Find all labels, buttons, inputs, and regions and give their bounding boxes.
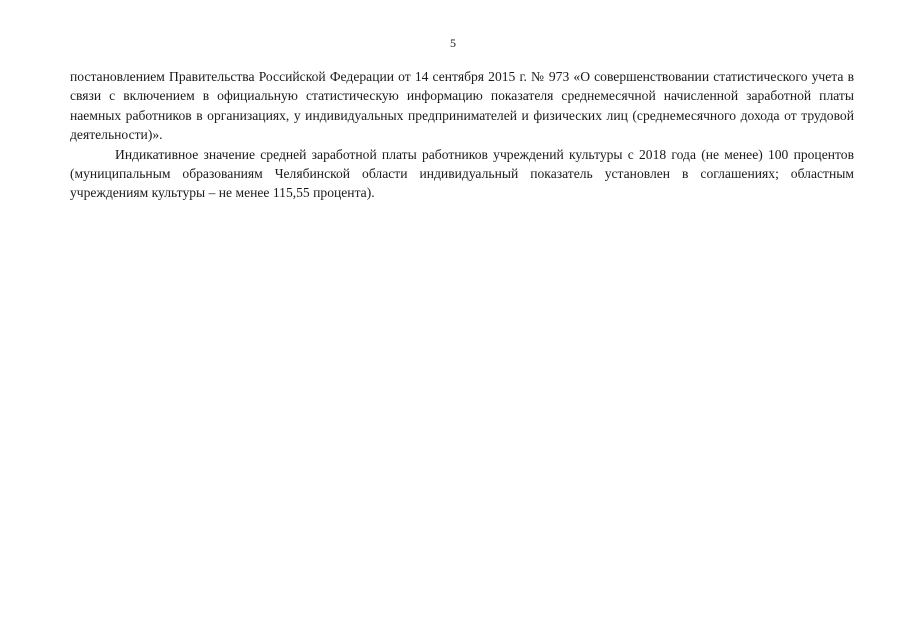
paragraph-continuation: постановлением Правительства Российской Федерации от 14 сентября 2015 г. № 973 «О совершенствовании статистического учета в связи с включением в официальную статистическую информацию показателя среднемесячной начисленной заработной платы наемных работников в организациях, у индивидуальных предпринимателей и физических лиц (среднемесячного дохода от трудовой деятельности)». (70, 69, 854, 143)
page-number: 5 (450, 36, 456, 50)
paragraph-indicative-salary: Индикативное значение средней заработной платы работников учреждений культуры с 2018 года (не менее) 100 процентов (муниципальным образованиям Челябинской области индивидуальный показатель установлен в соглашениях; областным учреждениям культуры – не менее 115,55 процента). (70, 146, 854, 201)
document-body (70, 67, 854, 203)
